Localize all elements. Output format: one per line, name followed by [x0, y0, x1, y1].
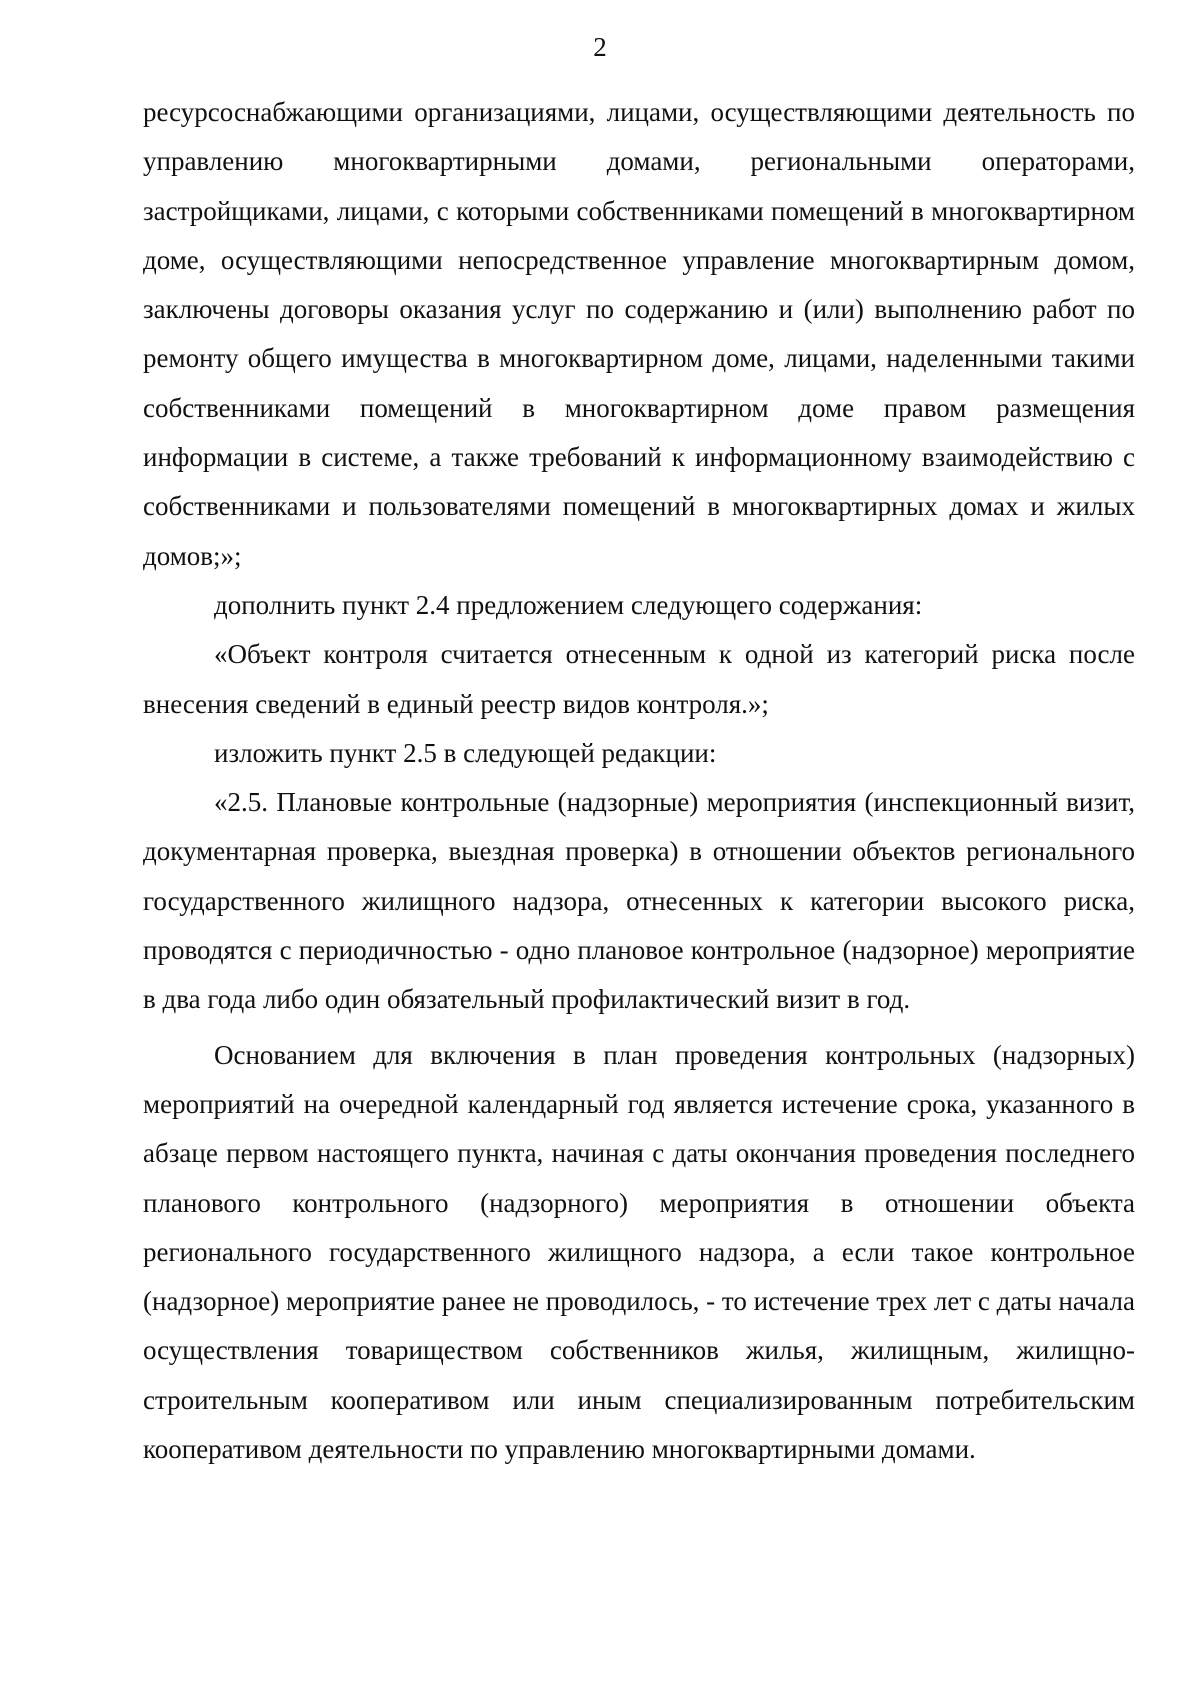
paragraph-quote-2-5: «2.5. Плановые контрольные (надзорные) мероприятия (инспекционный визит, документарная проверка, выездная проверка) в отношении объектов регионального государственного жилищного надзора, отнесенных к категории высокого риска, проводятся с периодичностью - одно плановое контрольное (надзорное) мероприятие в два года либо один обязательный профилактический визит в год.	[143, 787, 1135, 1015]
paragraph-amendment-2-4: дополнить пункт 2.4 предложением следующего содержания:	[214, 589, 923, 620]
document-body	[143, 88, 1135, 1474]
paragraph-basis: Основанием для включения в план проведения контрольных (надзорных) мероприятий на очередной календарный год является истечение срока, указанного в абзаце первом настоящего пункта, начиная с даты окончания проведения последнего планового контрольного (надзорного) мероприятия в отношении объекта регионального государственного жилищного надзора, а если такое контрольное (надзорное) мероприятие ранее не проводилось, - то истечение трех лет с даты начала осуществления товариществом собственников жилья, жилищным, жилищно-строительным кооперативом или иным специализированным потребительским кооперативом деятельности по управлению многоквартирными домами.	[143, 1039, 1135, 1465]
paragraph-continuation: ресурсоснабжающими организациями, лицами, осуществляющими деятельность по управлению многоквартирными домами, региональными операторами, застройщиками, лицами, с которыми собственниками помещений в многоквартирном доме, осуществляющими непосредственное управление многоквартирным домом, заключены договоры оказания услуг по содержанию и (или) выполнению работ по ремонту общего имущества в многоквартирном доме, лицами, наделенными такими собственниками помещений в многоквартирном доме правом размещения информации в системе, а также требований к информационному взаимодействию с собственниками и пользователями помещений в многоквартирных домах и жилых домов;»;	[143, 97, 1135, 571]
page-number: 2	[593, 32, 607, 62]
paragraph-quote-2-4: «Объект контроля считается отнесенным к одной из категорий риска после внесения сведений в единый реестр видов контроля.»;	[143, 639, 1135, 719]
paragraph-amendment-2-5: изложить пункт 2.5 в следующей редакции:	[214, 737, 717, 768]
